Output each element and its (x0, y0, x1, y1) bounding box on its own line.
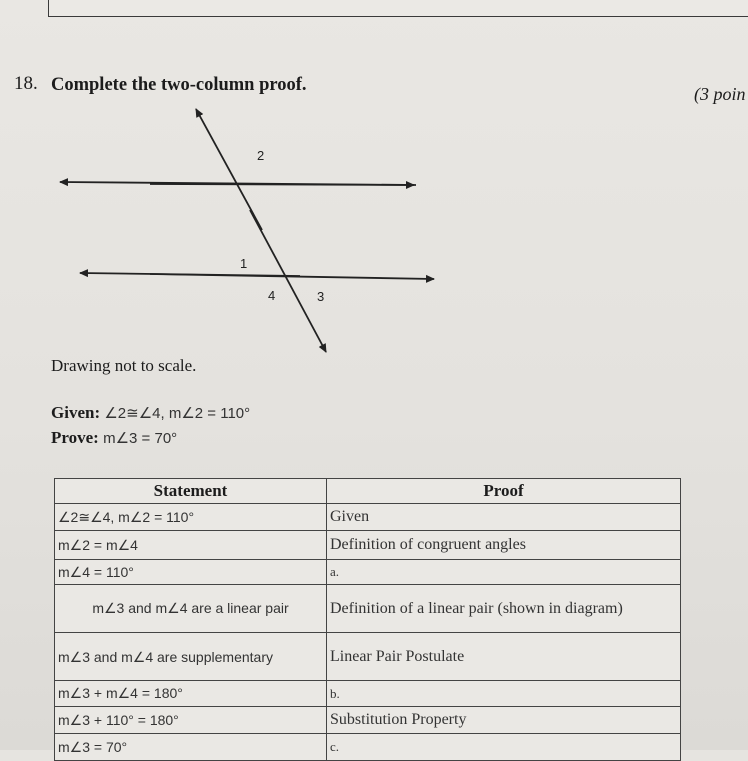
statement-cell: ∠2≅∠4, m∠2 = 110° (55, 504, 327, 531)
given-label: Given: (51, 403, 101, 422)
points-label: (3 poin (694, 84, 746, 104)
statement-cell: m∠3 + m∠4 = 180° (55, 681, 327, 707)
statement-cell: m∠3 + 110° = 180° (55, 707, 327, 734)
given-line (51, 403, 250, 423)
proof-cell: Linear Pair Postulate (327, 633, 681, 681)
given-text: ∠2≅∠4, m∠2 = 110° (104, 405, 251, 422)
angle-label-4: 4 (268, 288, 276, 303)
parallel-line-bottom-right (150, 274, 434, 279)
proof-cell: Definition of a linear pair (shown in diagram) (327, 585, 681, 633)
proof-answer-a[interactable]: a. (327, 560, 681, 585)
table-row (55, 531, 681, 560)
proof-cell: Definition of congruent angles (327, 531, 681, 560)
table-row (55, 707, 681, 734)
scale-note: Drawing not to scale. (51, 356, 197, 375)
prove-text: m∠3 = 70° (103, 430, 178, 447)
table-row (55, 504, 681, 531)
prove-line (51, 428, 177, 448)
proof-cell: Substitution Property (327, 707, 681, 734)
statement-cell: m∠3 and m∠4 are a linear pair (55, 585, 327, 633)
proof-answer-c[interactable]: c. (327, 734, 681, 761)
prove-label: Prove: (51, 428, 99, 447)
table-row (55, 734, 681, 761)
proof-cell: Given (327, 504, 681, 531)
transversal-line (196, 109, 265, 230)
angle-label-3: 3 (317, 289, 325, 304)
statement-cell: m∠2 = m∠4 (55, 531, 327, 560)
proof-answer-b[interactable]: b. (327, 681, 681, 707)
table-row (55, 633, 681, 681)
statement-header: Statement (55, 479, 327, 504)
question-number: 18. (14, 73, 38, 94)
transversal-line-lower (250, 210, 326, 352)
geometry-diagram (0, 0, 748, 380)
proof-header: Proof (327, 479, 681, 504)
statement-cell: m∠4 = 110° (55, 560, 327, 585)
statement-cell: m∠3 and m∠4 are supplementary (55, 633, 327, 681)
angle-label-2: 2 (257, 148, 265, 163)
proof-table (54, 478, 681, 761)
statement-cell: m∠3 = 70° (55, 734, 327, 761)
table-row (55, 560, 681, 585)
parallel-line-top-right (150, 184, 414, 185)
table-row (55, 681, 681, 707)
table-row (55, 585, 681, 633)
table-header-row (55, 479, 681, 504)
question-title: Complete the two-column proof. (51, 75, 307, 95)
angle-label-1: 1 (240, 256, 248, 271)
